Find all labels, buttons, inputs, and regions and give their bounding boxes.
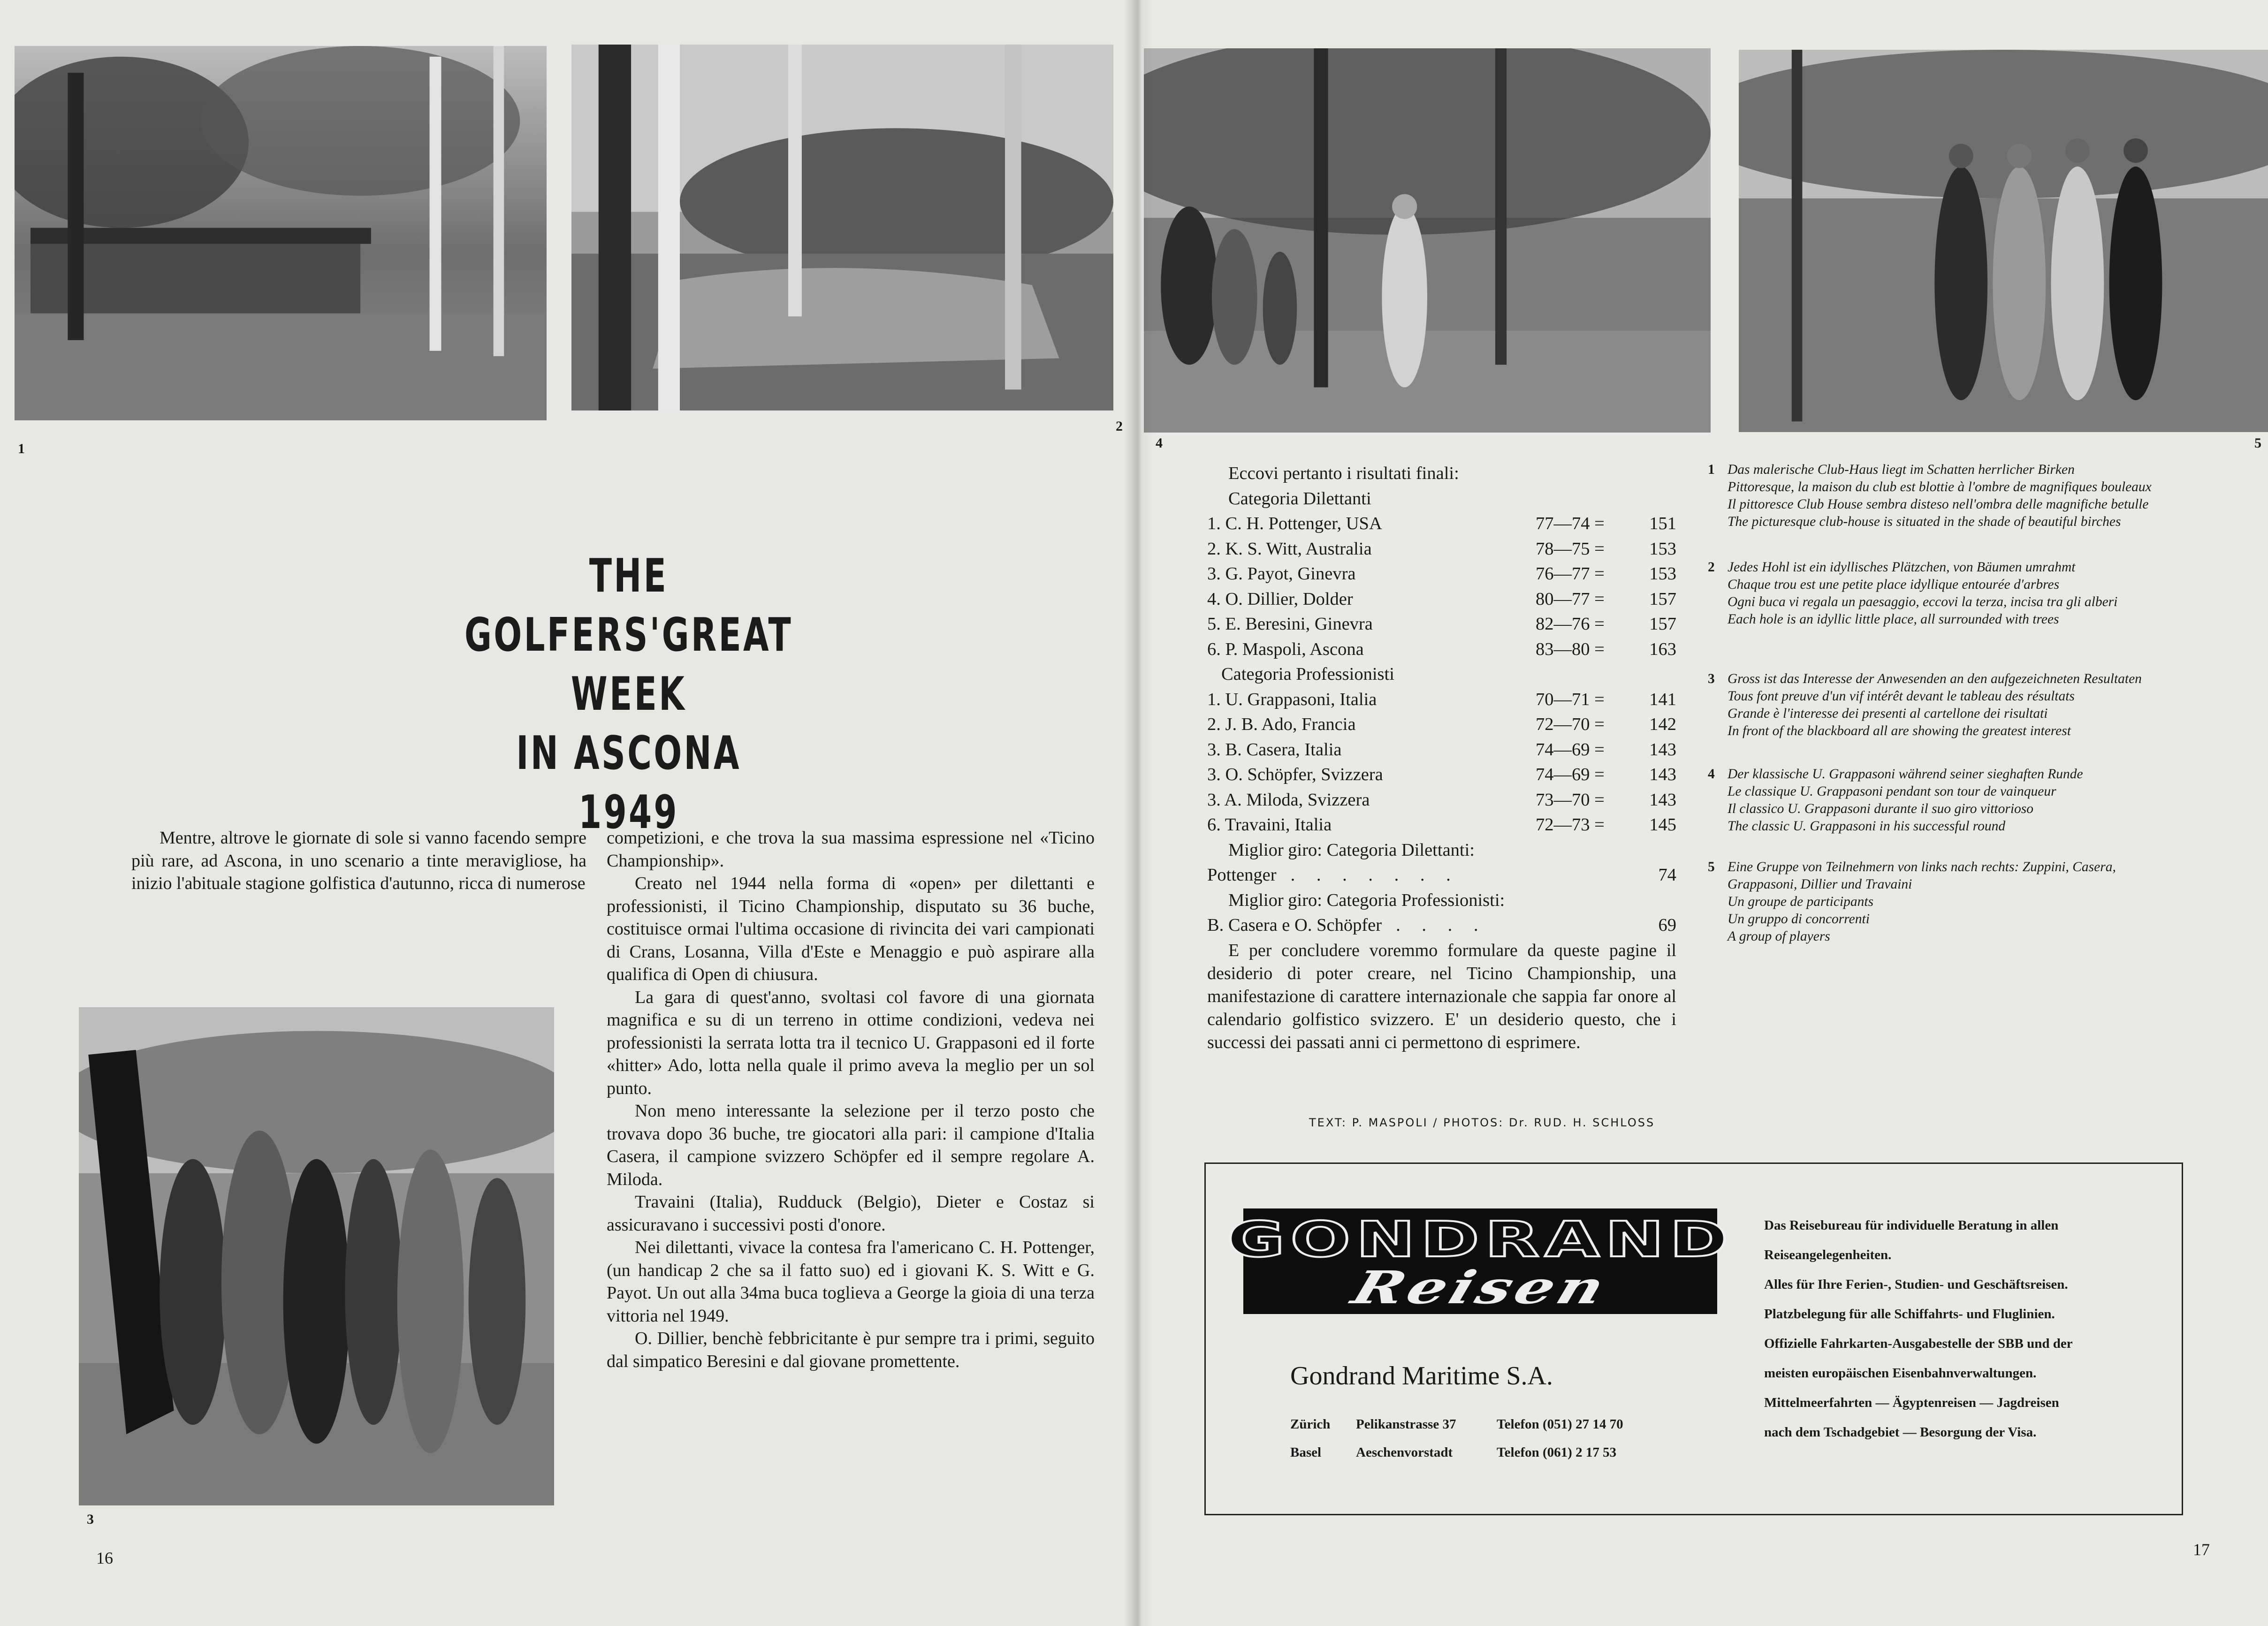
figure-number-4: 4 [1156, 435, 1163, 451]
amateur-results [1207, 511, 1676, 662]
caption-line-fr: Tous font preuve d'un vif intérêt devant le tableau des résultats [1728, 689, 2075, 704]
closing-paragraph: E per concludere voremmo formulare da queste pagine il desiderio di poter creare, nel Ticino Championship, una manifestazione di carattere internazionale che sappia far onore al calendario golfistico svizzero. E' un desiderio questo, che i successi dei passati anni ci permettono di esprimere. [1207, 940, 1676, 1052]
player-rounds: 76—77 = [1536, 564, 1605, 584]
caption-number: 3 [1708, 671, 1715, 686]
address-street: Aeschenvorstadt [1356, 1445, 1453, 1460]
caption-line-en: Each hole is an idyllic little place, all surrounded with trees [1728, 612, 2059, 627]
address-row [1290, 1410, 1623, 1438]
result-row [1207, 612, 1676, 637]
best-pro-row [1207, 913, 1676, 938]
best-amateur-score: 74 [1658, 865, 1676, 885]
caption-line-de: Jedes Hohl ist ein idyllisches Plätzchen, von Bäumen umrahmt [1728, 560, 2076, 575]
column-2-paragraph-2: Creato nel 1944 nella forma di «open» per dilettanti e professionisti, il Ticino Championship, disputato su 36 buche, costituisce ormai l'ultima occasione di rivincita dei vari campionati di Crans, Losanna, Villa d'Este e Menaggio e può aspirare alla qualifica di Open di chiusura. [607, 874, 1095, 984]
service-line: Das Reisebureau für individuelle Beratung in allen [1764, 1218, 2059, 1233]
article-intro [131, 827, 586, 895]
article-column-2 [607, 827, 1095, 1373]
caption-line-en: In front of the blackboard all are showing the greatest interest [1728, 723, 2071, 738]
figure-number-2: 2 [1116, 418, 1123, 434]
company-name: Gondrand Maritime S.A. [1290, 1361, 1553, 1390]
photo-birch-hole [571, 45, 1113, 410]
player-total: 142 [1649, 714, 1676, 734]
player-name: 1. C. H. Pottenger, USA [1207, 514, 1382, 533]
player-name: 5. E. Beresini, Ginevra [1207, 614, 1373, 634]
figure-number-3: 3 [87, 1512, 94, 1527]
caption-2 [1708, 559, 2182, 628]
best-amateur-row [1207, 863, 1676, 888]
pro-results [1207, 687, 1676, 838]
player-total: 157 [1649, 614, 1676, 634]
player-name: 3. B. Casera, Italia [1207, 739, 1342, 760]
photo-credit: TEXT: P. MASPOLI / PHOTOS: Dr. RUD. H. SCHLOSS [1309, 1116, 1655, 1129]
player-rounds: 80—77 = [1536, 589, 1605, 609]
player-rounds: 70—71 = [1536, 689, 1605, 709]
player-total: 153 [1649, 564, 1676, 584]
best-pro-score: 69 [1658, 915, 1676, 935]
column-2-paragraph-3: La gara di quest'anno, svoltasi col favore di una giornata magnifica e su di un terreno in ottime condizioni, vedeva nei professionisti la serrata lotta tra il tecnico U. Grappasoni ed il forte «hitter» Ado, lotta nella quale il primo aveva la meglio per un sol punto. [607, 987, 1095, 1098]
player-name: 3. O. Schöpfer, Svizzera [1207, 765, 1383, 784]
player-total: 151 [1649, 514, 1676, 533]
service-line: Mittelmeerfahrten — Ägyptenreisen — Jagdreisen [1764, 1395, 2059, 1410]
player-rounds: 74—69 = [1536, 739, 1605, 760]
photo-group-of-players [1739, 50, 2268, 432]
result-row [1207, 587, 1676, 612]
page-number-left: 16 [96, 1549, 113, 1567]
result-row [1207, 511, 1676, 537]
service-line: nach dem Tschadgebiet — Besorgung der Visa. [1764, 1425, 2037, 1440]
result-row [1207, 788, 1676, 813]
gondrand-logo [1226, 1208, 1734, 1314]
player-name: 3. G. Payot, Ginevra [1207, 564, 1356, 584]
player-rounds: 82—76 = [1536, 614, 1605, 634]
player-rounds: 72—70 = [1536, 714, 1605, 734]
photo-club-house [15, 46, 547, 420]
player-name: 6. Travaini, Italia [1207, 815, 1332, 835]
logo-script: Reisen [1345, 1261, 1615, 1314]
caption-number: 1 [1708, 462, 1715, 477]
player-name: 1. U. Grappasoni, Italia [1207, 689, 1377, 709]
caption-line-it: Il pittoresce Club House sembra disteso nell'ombra delle magnifiche betulle [1728, 497, 2149, 512]
player-rounds: 73—70 = [1536, 790, 1605, 810]
player-rounds: 72—73 = [1536, 815, 1605, 835]
services-list [1764, 1211, 2158, 1447]
address-phone: Telefon (051) 27 14 70 [1497, 1417, 1623, 1432]
column-2-paragraph-1: competizioni, e che trova la sua massima espressione nel «Ticino Championship». [607, 828, 1095, 871]
caption-line-en: The classic U. Grappasoni in his successful round [1728, 819, 2006, 834]
leader-dots: . . . . . . . [1290, 865, 1459, 885]
player-rounds: 77—74 = [1536, 514, 1605, 533]
result-row [1207, 562, 1676, 587]
service-line: Offizielle Fahrkarten-Ausgabestelle der SBB und der [1764, 1336, 2073, 1351]
best-amateur-heading: Miglior giro: Categoria Dilettanti: [1228, 840, 1475, 860]
caption-1 [1708, 461, 2182, 531]
player-total: 153 [1649, 539, 1676, 559]
figure-number-5: 5 [2254, 435, 2261, 451]
player-total: 145 [1649, 815, 1676, 835]
company-addresses [1290, 1410, 1623, 1466]
result-row [1207, 737, 1676, 763]
best-pro-name: B. Casera e O. Schöpfer [1207, 915, 1382, 935]
player-total: 143 [1649, 739, 1676, 760]
results-section [1207, 461, 1676, 1054]
intro-paragraph: Mentre, altrove le giornate di sole si vanno facendo sempre più rare, ad Ascona, in uno scenario a tinte meravigliose, ha inizio l'abituale stagione golfistica d'autunno, ricca di numerose [131, 828, 586, 893]
caption-number: 5 [1708, 859, 1715, 874]
address-street: Pelikanstrasse 37 [1356, 1417, 1456, 1432]
title-line-1: THE [589, 549, 669, 603]
caption-line-de: Der klassische U. Grappasoni während seiner sieghaften Runde [1728, 767, 2083, 782]
caption-line-it: Un gruppo di concorrenti [1728, 912, 1870, 927]
book-gutter [1124, 0, 1154, 1626]
caption-line-de: Eine Gruppe von Teilnehmern von links nach rechts: Zuppini, Casera, Grappasoni, Dillier und Travaini [1728, 859, 2116, 892]
photo-grappasoni-swing [1144, 48, 1711, 433]
player-name: 6. P. Maspoli, Ascona [1207, 639, 1364, 659]
player-total: 163 [1649, 639, 1676, 659]
photo-captions [1708, 461, 2182, 973]
amateur-heading: Categoria Dilettanti [1228, 488, 1371, 509]
title-line-4: 1949 [578, 786, 679, 839]
player-name: 3. A. Miloda, Svizzera [1207, 790, 1370, 810]
column-2-paragraph-4: Non meno interessante la selezione per il terzo posto che trovava dopo 36 buche, tre giocatori alla pari: il campione d'Italia Casera, il campione svizzero Schöpfer ed il sempre regolare A. Miloda. [607, 1101, 1095, 1189]
results-intro: Eccovi pertanto i risultati finali: [1228, 463, 1459, 483]
player-rounds: 83—80 = [1536, 639, 1605, 659]
article-title [440, 547, 818, 842]
address-city: Zürich [1290, 1417, 1331, 1432]
caption-4 [1708, 766, 2182, 835]
column-2-paragraph-6: Nei dilettanti, vivace la contesa fra l'americano C. H. Pottenger, (un handicap 2 che sa il fatto suo) ed i giovani K. S. Witt e G. Payot. Un out alla 34ma buca toglieva a George la gioia di una terza vittoria nel 1949. [607, 1238, 1095, 1326]
result-row [1207, 712, 1676, 737]
caption-line-en: The picturesque club-house is situated in the shade of beautiful birches [1728, 514, 2121, 529]
player-name: 2. K. S. Witt, Australia [1207, 539, 1372, 559]
caption-5 [1708, 859, 2182, 945]
result-row [1207, 813, 1676, 838]
result-row [1207, 762, 1676, 788]
caption-line-fr: Un groupe de participants [1728, 894, 1874, 909]
service-line: Platzbelegung für alle Schiffahrts- und Fluglinien. [1764, 1307, 2055, 1322]
caption-line-de: Gross ist das Interesse der Anwesenden an den aufgezeichneten Resultaten [1728, 671, 2142, 686]
caption-line-it: Il classico U. Grappasoni durante il suo giro vittorioso [1728, 801, 2034, 816]
right-page [1139, 0, 2268, 1626]
page-number-right: 17 [2193, 1540, 2210, 1559]
column-2-paragraph-7: O. Dillier, benchè febbricitante è pur sempre tra i primi, seguito dal simpatico Beresini e dal giovane promettente. [607, 1329, 1095, 1371]
best-amateur-name: Pottenger [1207, 865, 1277, 885]
address-phone: Telefon (061) 2 17 53 [1497, 1445, 1617, 1460]
player-rounds: 74—69 = [1536, 765, 1605, 784]
player-name: 2. J. B. Ado, Francia [1207, 714, 1356, 734]
address-city: Basel [1290, 1445, 1322, 1460]
caption-line-fr: Pittoresque, la maison du club est blottie à l'ombre de magnifiques bouleaux [1728, 479, 2152, 494]
photo-blackboard [79, 1007, 554, 1505]
figure-number-1: 1 [18, 441, 25, 456]
player-total: 141 [1649, 689, 1676, 709]
player-total: 143 [1649, 765, 1676, 784]
player-name: 4. O. Dillier, Dolder [1207, 589, 1353, 609]
best-pro-heading: Miglior giro: Categoria Professionisti: [1228, 890, 1505, 910]
title-line-2: GOLFERS'GREAT WEEK [464, 608, 793, 721]
caption-3 [1708, 670, 2182, 740]
gondrand-advertisement [1204, 1163, 2183, 1515]
logo-wordmark: GONDRAND [1226, 1211, 1734, 1268]
player-total: 143 [1649, 790, 1676, 810]
caption-number: 2 [1708, 560, 1715, 575]
caption-line-en: A group of players [1728, 929, 1830, 944]
title-line-3: IN ASCONA [516, 727, 741, 780]
player-total: 157 [1649, 589, 1676, 609]
leader-dots: . . . . [1396, 915, 1487, 935]
caption-line-it: Ogni buca vi regala un paesaggio, eccovi la terza, incisa tra gli alberi [1728, 594, 2118, 609]
service-line: meisten europäischen Eisenbahnverwaltungen. [1764, 1366, 2037, 1381]
address-row [1290, 1438, 1623, 1466]
service-line: Alles für Ihre Ferien-, Studien- und Geschäftsreisen. [1764, 1277, 2068, 1292]
pro-heading: Categoria Professionisti [1221, 664, 1394, 684]
caption-line-it: Grande è l'interesse dei presenti al cartellone dei risultati [1728, 706, 2048, 721]
result-row [1207, 687, 1676, 713]
player-rounds: 78—75 = [1536, 539, 1605, 559]
service-line: Reiseangelegenheiten. [1764, 1247, 1892, 1262]
result-row [1207, 637, 1676, 662]
caption-line-fr: Le classique U. Grappasoni pendant son tour de vainqueur [1728, 784, 2056, 799]
caption-number: 4 [1708, 767, 1715, 782]
column-2-paragraph-5: Travaini (Italia), Rudduck (Belgio), Dieter e Costaz si assicuravano i successivi posti d'onore. [607, 1192, 1095, 1235]
result-row [1207, 537, 1676, 562]
caption-line-fr: Chaque trou est une petite place idyllique entourée d'arbres [1728, 577, 2060, 592]
caption-line-de: Das malerische Club-Haus liegt im Schatten herrlicher Birken [1728, 462, 2075, 477]
